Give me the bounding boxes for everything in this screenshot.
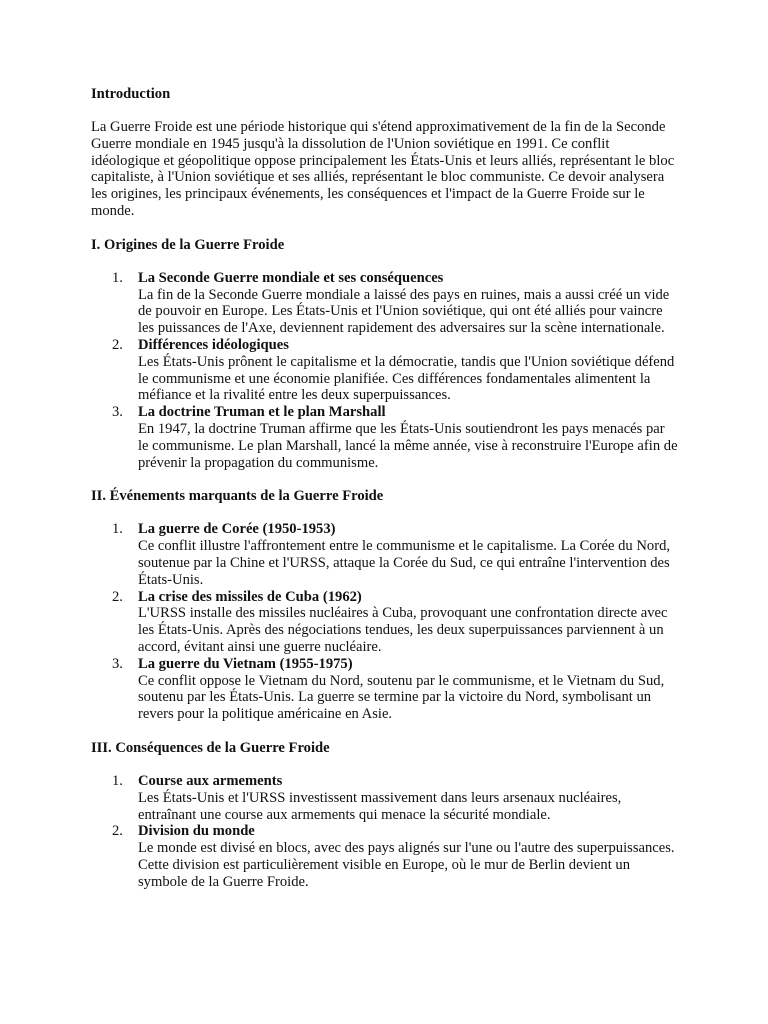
spacer [91, 220, 678, 237]
list-item-text: Les États-Unis prônent le capitalisme et la démocratie, tandis que l'Union soviétique défend le communisme et une économie planifiée. Ces différences fondamentales alimentent la méfiance et la rivalité entre les deux superpuissances. [138, 353, 675, 404]
section-list-evenements [91, 521, 678, 723]
list-number: 2. [112, 823, 123, 840]
section-heading-consequences: III. Conséquences de la Guerre Froide [91, 739, 330, 756]
list-item [91, 589, 678, 656]
list-item [91, 656, 678, 723]
list-number: 3. [112, 655, 123, 672]
list-item [91, 270, 678, 337]
list-item-title: La crise des missiles de Cuba (1962) [138, 588, 362, 605]
list-item [91, 404, 678, 471]
introduction-paragraph: La Guerre Froide est une période historique qui s'étend approximativement de la fin de la Seconde Guerre mondiale en 1945 jusqu'à la dissolution de l'Union soviétique en 1991. Ce conflit idéologique et géopolitique oppose principalement les États-Unis et leurs alliés, représentant le bloc capitaliste, à l'Union soviétique et ses alliés, représentant le bloc communiste. Ce devoir analysera les origines, les principaux événements, les conséquences et l'impact de la Guerre Froide sur le monde. [91, 119, 675, 219]
list-item-title: Différences idéologiques [138, 336, 289, 353]
section-list-origines [91, 270, 678, 472]
list-item-title: La guerre de Corée (1950-1953) [138, 521, 336, 538]
list-item [91, 521, 678, 588]
list-item-text: Le monde est divisé en blocs, avec des pays alignés sur l'une ou l'autre des superpuissances. Cette division est particulièrement visible en Europe, où le mur de Berlin devient un symbole de la Guerre Froide. [138, 840, 675, 890]
spacer [91, 103, 678, 119]
list-item-text: Ce conflit illustre l'affrontement entre le communisme et le capitalisme. La Corée du Nord, soutenue par la Chine et l'URSS, attaque la Corée du Sud, ce qui entraîne l'intervention des États-Unis. [138, 538, 671, 588]
list-number: 1. [112, 521, 123, 538]
list-item-title: Course aux armements [138, 772, 283, 789]
spacer [91, 757, 678, 773]
list-item-title: La Seconde Guerre mondiale et ses conséquences [138, 269, 444, 286]
spacer [91, 723, 678, 740]
list-item [91, 823, 678, 890]
list-item-text: En 1947, la doctrine Truman affirme que les États-Unis soutiendront les pays menacés par le communisme. Le plan Marshall, lancé la même année, vise à reconstruire l'Europe afin de prévenir la propagation du communisme. [138, 420, 678, 471]
list-number: 2. [112, 336, 123, 353]
list-item-title: La guerre du Vietnam (1955-1975) [138, 655, 353, 672]
list-item-text: L'URSS installe des missiles nucléaires à Cuba, provoquant une confrontation directe avec les États-Unis. Après des négociations tendues, les deux superpuissances parviennent à un accord, évitant ainsi une guerre nucléaire. [138, 605, 668, 655]
list-number: 2. [112, 588, 123, 605]
section-heading-origines: I. Origines de la Guerre Froide [91, 236, 285, 253]
spacer [91, 471, 678, 488]
list-item [91, 773, 678, 823]
list-number: 3. [112, 404, 123, 421]
list-item-title: La doctrine Truman et le plan Marshall [138, 404, 386, 421]
section-heading-evenements: II. Événements marquants de la Guerre Froide [91, 488, 384, 505]
list-item-text: Les États-Unis et l'URSS investissent massivement dans leurs arsenaux nucléaires, entraînant une course aux armements qui menace la sécurité mondiale. [138, 789, 622, 823]
list-number: 1. [112, 772, 123, 789]
list-item-text: Ce conflit oppose le Vietnam du Nord, soutenu par le communisme, et le Vietnam du Sud, soutenu par les États-Unis. La guerre se termine par la victoire du Nord, symbolisant un revers pour la politique américaine en Asie. [138, 672, 665, 723]
section-list-consequences [91, 773, 678, 891]
introduction-heading: Introduction [91, 86, 171, 102]
list-number: 1. [112, 269, 123, 286]
list-item-title: Division du monde [138, 823, 255, 840]
list-item-text: La fin de la Seconde Guerre mondiale a laissé des pays en ruines, mais a aussi créé un vide de pouvoir en Europe. Les États-Unis et l'Union soviétique, qui ont été alliés pour vaincre les puissances de l'Axe, deviennent rapidement des adversaires sur la scène internationale. [138, 286, 670, 337]
spacer [91, 254, 678, 270]
list-item [91, 337, 678, 404]
spacer [91, 505, 678, 521]
